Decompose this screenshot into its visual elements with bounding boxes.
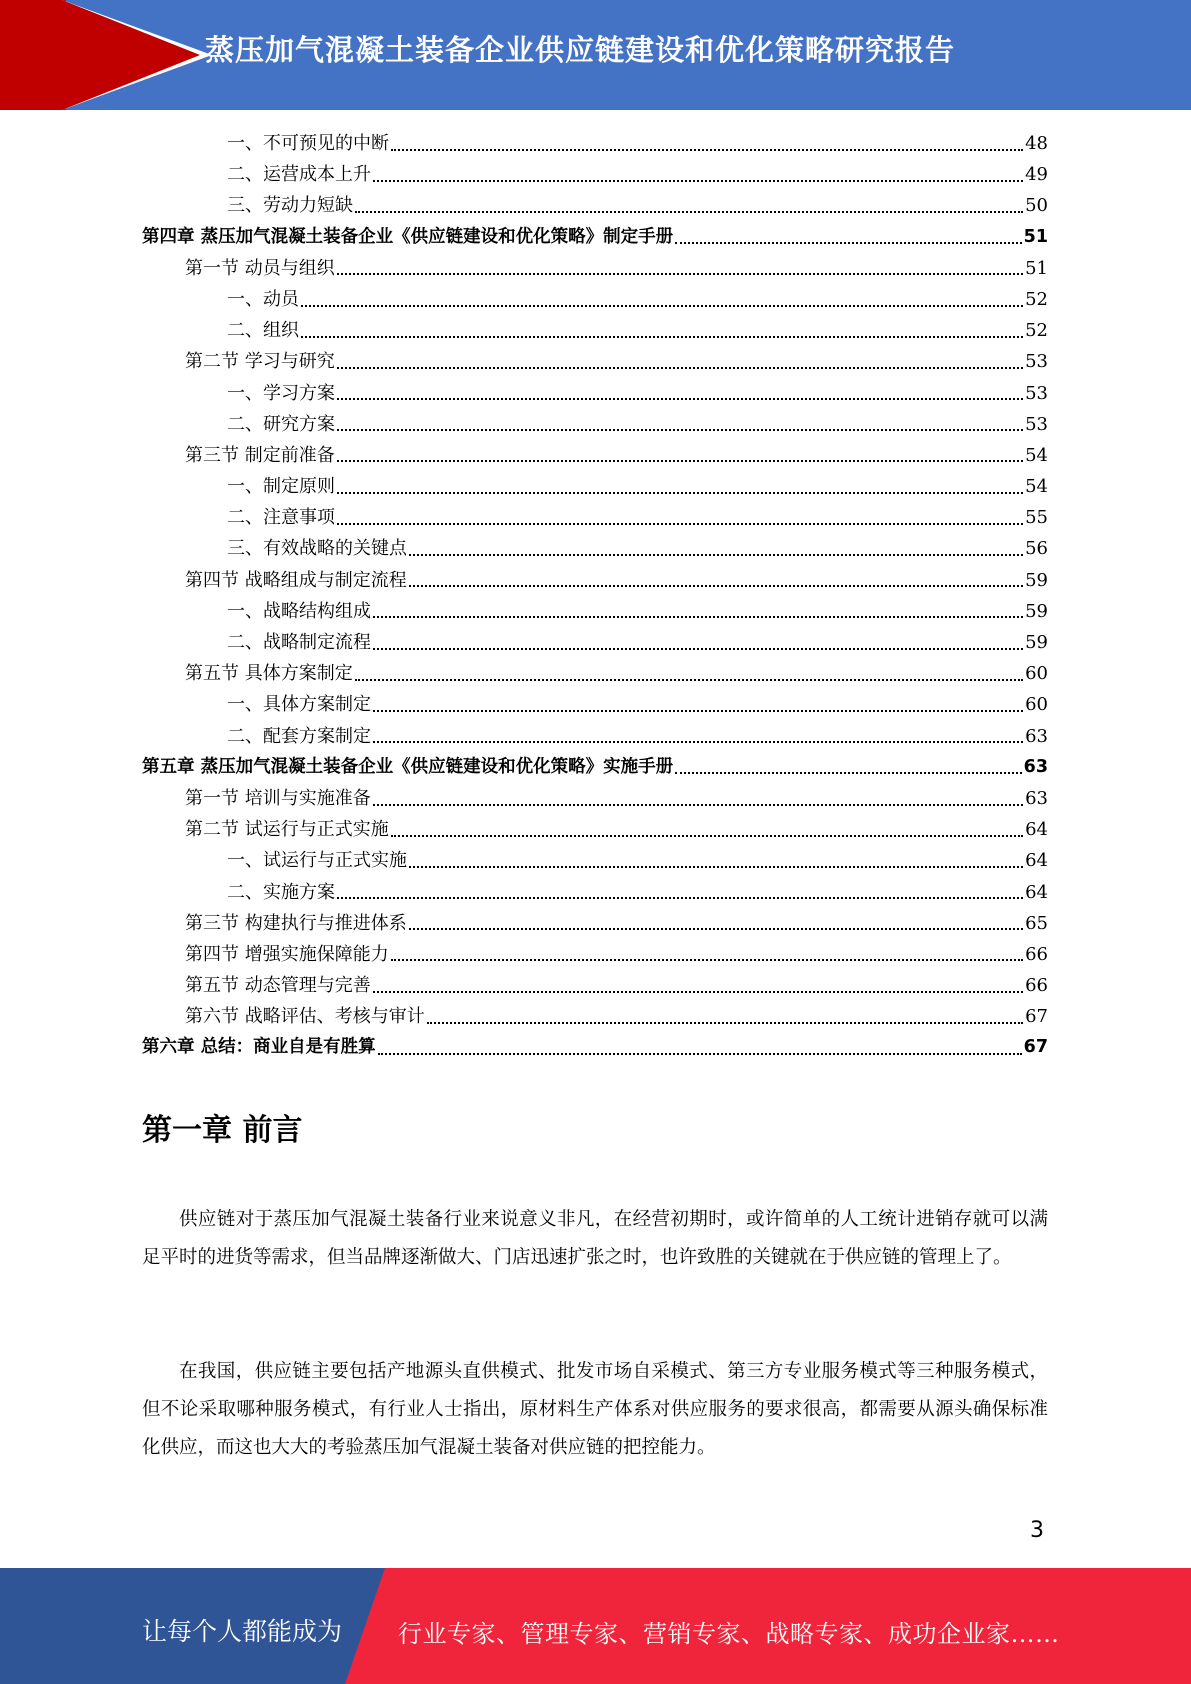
page-number: 3: [1030, 1518, 1044, 1543]
toc-leader-dots: [409, 585, 1023, 587]
footer-blue-slant: [345, 1568, 385, 1684]
toc-chapter-entry[interactable]: [142, 1032, 1048, 1063]
toc-entry-label: 第一节 培训与实施准备: [185, 787, 371, 809]
body-paragraph: 在我国，供应链主要包括产地源头直供模式、批发市场自采模式、第三方专业服务模式等三种服务模式，但不论采取哪种服务模式，有行业人士指出，原材料生产体系对供应服务的要求很高，都需要从源头确保标准化供应，而这也大大的考验蒸压加气混凝土装备对供应链的把控能力。: [142, 1361, 1048, 1458]
toc-leader-dots: [301, 336, 1023, 338]
toc-entry[interactable]: [142, 409, 1048, 440]
toc-entry-label: 一、学习方案: [227, 382, 335, 404]
toc-entry[interactable]: [142, 689, 1048, 720]
toc-entry-label: 第五节 具体方案制定: [185, 663, 353, 685]
toc-leader-dots: [337, 398, 1023, 400]
toc-entry-label: 三、劳动力短缺: [227, 195, 353, 217]
toc-entry-page: 63: [1025, 725, 1048, 747]
toc-leader-dots: [337, 460, 1023, 462]
toc-leader-dots: [337, 492, 1023, 494]
toc-entry-page: 65: [1025, 912, 1048, 934]
toc-leader-dots: [355, 211, 1023, 213]
toc-entry[interactable]: [142, 783, 1048, 814]
toc-entry[interactable]: [142, 596, 1048, 627]
toc-entry-label: 一、试运行与正式实施: [227, 850, 407, 872]
toc-entry[interactable]: [142, 565, 1048, 596]
page-header: [0, 0, 1191, 110]
toc-entry-page: 52: [1025, 288, 1048, 310]
toc-leader-dots: [373, 616, 1023, 618]
toc-leader-dots: [391, 835, 1023, 837]
toc-entry[interactable]: [142, 471, 1048, 502]
toc-entry[interactable]: [142, 502, 1048, 533]
toc-entry-label: 二、组织: [227, 320, 299, 342]
table-of-contents: [142, 128, 1048, 1064]
toc-entry-page: 67: [1025, 1006, 1048, 1028]
toc-entry-page: 51: [1023, 226, 1048, 247]
toc-entry-label: 二、注意事项: [227, 507, 335, 529]
toc-entry-page: 59: [1025, 569, 1048, 591]
toc-entry-label: 一、动员: [227, 288, 299, 310]
toc-leader-dots: [427, 1022, 1023, 1024]
toc-entry-label: 二、实施方案: [227, 881, 335, 903]
toc-entry[interactable]: [142, 346, 1048, 377]
toc-entry-page: 54: [1025, 444, 1048, 466]
page-footer: [0, 1568, 1191, 1684]
toc-entry-label: 第三节 制定前准备: [185, 444, 335, 466]
toc-leader-dots: [301, 305, 1023, 307]
toc-leader-dots: [391, 959, 1023, 961]
toc-entry[interactable]: [142, 253, 1048, 284]
toc-entry[interactable]: [142, 128, 1048, 159]
toc-entry-page: 63: [1023, 756, 1048, 777]
chapter-heading: 第一章 前言: [142, 1113, 303, 1148]
toc-entry[interactable]: [142, 440, 1048, 471]
toc-entry[interactable]: [142, 1001, 1048, 1032]
toc-entry[interactable]: [142, 939, 1048, 970]
toc-leader-dots: [337, 367, 1023, 369]
toc-entry-label: 二、战略制定流程: [227, 632, 371, 653]
toc-entry[interactable]: [142, 159, 1048, 190]
toc-chapter-entry[interactable]: [142, 222, 1048, 253]
toc-entry-page: 53: [1025, 351, 1048, 373]
toc-entry-page: 51: [1025, 257, 1048, 279]
toc-entry-page: 64: [1025, 850, 1048, 872]
toc-entry-page: 60: [1025, 694, 1048, 716]
toc-entry[interactable]: [142, 533, 1048, 564]
toc-entry[interactable]: [142, 315, 1048, 346]
toc-entry-page: 60: [1025, 663, 1048, 685]
toc-leader-dots: [409, 866, 1023, 868]
toc-entry[interactable]: [142, 845, 1048, 876]
toc-leader-dots: [373, 180, 1023, 182]
toc-entry-page: 50: [1025, 195, 1048, 217]
toc-entry-page: 49: [1025, 164, 1048, 186]
toc-leader-dots: [373, 648, 1023, 650]
body-paragraph: 供应链对于蒸压加气混凝土装备行业来说意义非凡，在经营初期时，或许简单的人工统计进销存就可以满足平时的进货等需求，但当品牌逐渐做大、门店迅速扩张之时，也许致胜的关键就在于供应链的管理上了。: [142, 1209, 1048, 1268]
toc-leader-dots: [337, 523, 1023, 525]
toc-entry[interactable]: [142, 970, 1048, 1001]
toc-entry-label: 二、运营成本上升: [227, 164, 371, 186]
toc-entry[interactable]: [142, 284, 1048, 315]
toc-leader-dots: [337, 429, 1023, 431]
toc-chapter-entry[interactable]: [142, 752, 1048, 783]
toc-leader-dots: [337, 273, 1023, 275]
report-title: 蒸压加气混凝土装备企业供应链建设和优化策略研究报告: [205, 33, 956, 67]
toc-entry-label: 三、有效战略的关键点: [227, 538, 407, 560]
toc-entry-label: 第一节 动员与组织: [185, 257, 335, 279]
header-arrow: [62, 0, 200, 110]
header-red-block: [0, 0, 66, 110]
toc-entry-label: 第四章 蒸压加气混凝土装备企业《供应链建设和优化策略》制定手册: [142, 226, 674, 247]
toc-leader-dots: [675, 772, 1022, 774]
toc-entry[interactable]: [142, 721, 1048, 752]
toc-leader-dots: [675, 242, 1022, 244]
toc-entry-page: 63: [1025, 787, 1048, 809]
toc-entry-label: 第四节 战略组成与制定流程: [185, 569, 407, 591]
footer-slogan-right: 行业专家、管理专家、营销专家、战略专家、成功企业家……: [398, 1620, 1060, 1648]
toc-entry-page: 53: [1025, 382, 1048, 404]
toc-entry-page: 53: [1025, 413, 1048, 435]
toc-leader-dots: [337, 897, 1023, 899]
toc-entry-label: 第二节 试运行与正式实施: [185, 819, 389, 841]
footer-slogan-left: 让每个人都能成为: [142, 1617, 343, 1646]
toc-entry-label: 一、战略结构组成: [227, 600, 371, 622]
toc-leader-dots: [378, 1053, 1022, 1055]
toc-leader-dots: [409, 928, 1023, 930]
toc-entry-label: 第三节 构建执行与推进体系: [185, 912, 407, 934]
toc-entry[interactable]: [142, 627, 1048, 658]
toc-entry[interactable]: [142, 378, 1048, 409]
toc-entry-page: 66: [1025, 975, 1048, 997]
toc-entry[interactable]: [142, 877, 1048, 908]
toc-entry[interactable]: [142, 908, 1048, 939]
toc-entry[interactable]: [142, 658, 1048, 689]
toc-entry-label: 第二节 学习与研究: [185, 351, 335, 373]
toc-leader-dots: [373, 741, 1023, 743]
toc-entry[interactable]: [142, 190, 1048, 221]
toc-entry-label: 一、制定原则: [227, 476, 335, 498]
toc-entry-page: 59: [1025, 632, 1048, 653]
toc-entry-label: 二、配套方案制定: [227, 725, 371, 747]
toc-entry-label: 一、具体方案制定: [227, 694, 371, 716]
toc-entry-label: 二、研究方案: [227, 413, 335, 435]
toc-leader-dots: [373, 991, 1023, 993]
toc-entry-label: 第五节 动态管理与完善: [185, 975, 371, 997]
toc-leader-dots: [373, 804, 1023, 806]
toc-entry-label: 第六章 总结：商业自是有胜算: [142, 1037, 376, 1058]
toc-entry-label: 第五章 蒸压加气混凝土装备企业《供应链建设和优化策略》实施手册: [142, 756, 674, 777]
toc-entry-label: 第六节 战略评估、考核与审计: [185, 1006, 425, 1028]
toc-entry-page: 64: [1025, 881, 1048, 903]
toc-entry-label: 一、不可预见的中断: [227, 133, 389, 154]
toc-entry-page: 59: [1025, 600, 1048, 622]
toc-entry-label: 第四节 增强实施保障能力: [185, 943, 389, 965]
toc-leader-dots: [409, 554, 1023, 556]
toc-entry-page: 56: [1025, 538, 1048, 560]
toc-leader-dots: [355, 679, 1023, 681]
toc-entry-page: 67: [1023, 1037, 1048, 1058]
toc-entry-page: 66: [1025, 943, 1048, 965]
toc-leader-dots: [391, 149, 1023, 151]
toc-entry-page: 55: [1025, 507, 1048, 529]
toc-entry-page: 64: [1025, 819, 1048, 841]
toc-leader-dots: [373, 710, 1023, 712]
toc-entry-page: 54: [1025, 476, 1048, 498]
toc-entry-page: 52: [1025, 320, 1048, 342]
toc-entry-page: 48: [1025, 133, 1048, 154]
toc-entry[interactable]: [142, 814, 1048, 845]
